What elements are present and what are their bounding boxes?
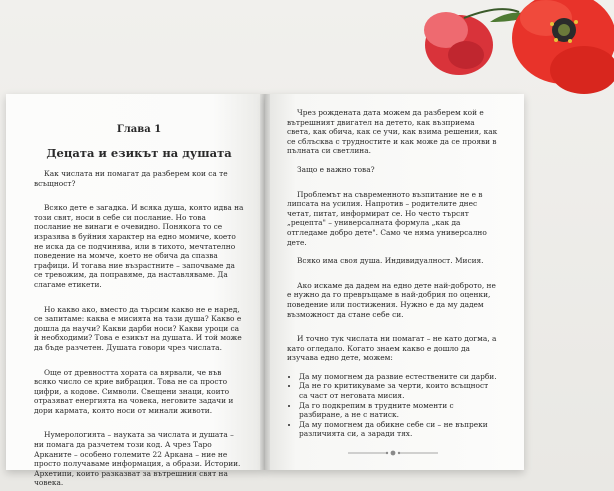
chapter-title: Децата и езикът на душата xyxy=(46,146,232,160)
right-page-content xyxy=(287,94,499,457)
poppy-main-flower xyxy=(512,0,614,94)
right-paragraph: Проблемът на съвременното възпитание не е в липсата на усилия. Напротив – родителите днес четат, питат, информират се. Но често търсят „рецепта" – универсалната формула „как да отгледаме добро дете". Само че няма универсално дете. xyxy=(287,189,487,247)
left-paragraph: Всяко дете е загадка. И всяка душа, която идва на този свят, носи в себе си послание. Но това послание не винаги е очевидно. Понякога то се изразява в буйния характер на едно момиче, което не иска да се подчинява, или в тихото, мечтателно поведение на момче, което не обича да спазва графици. И тогава ние възрастните – започваме да се тревожим, да поправяме, да наставляваме. Да слагаме етикети. xyxy=(34,203,244,289)
open-book xyxy=(6,94,524,488)
ornament-divider-icon xyxy=(348,449,438,457)
list-item: • Да му помогнем да развие естествените си дарби. xyxy=(299,372,499,382)
right-paragraph: Ако искаме да дадем на едно дете най-доброто, не е нужно да го превръщаме в най-добрия по оценки, поведение или постижения. Нужно е да му дадем възможност да стане себе си. xyxy=(287,280,496,319)
right-paragraph: Чрез рождената дата можем да разберем кой е вътрешният двигател на детето, как възприема света, как обича, как се учи, как взима решения, как се сблъсква с трудностите и как може да се прояви в пълната си светлина. xyxy=(287,108,498,156)
poppy-back-flower xyxy=(424,12,493,75)
left-page xyxy=(6,94,265,488)
right-paragraph: И точно тук числата ни помагат – не като догма, а като огледало. Когато знаем какво е дошло да изучава едно дете, можем: xyxy=(287,334,497,363)
bullet-list xyxy=(287,372,499,439)
left-paragraph: Как числата ни помагат да разберем кои са те всъщност? xyxy=(34,169,228,188)
right-subheading: Защо е важно това? xyxy=(297,164,375,174)
right-page xyxy=(265,94,524,470)
list-item: • Да го подкрепим в трудните моменти с разбиране, а не с натиск. xyxy=(299,401,499,420)
left-paragraph: Още от древността хората са вярвали, че във всяко число се крие вибрация. Това не са просто цифри, а кодове. Символи. Свещени знаци, които отразяват енергията на човека, неговите задачи и дори кармата, която носи от минали животи. xyxy=(34,367,234,415)
left-paragraph: Но какво ако, вместо да търсим какво не е наред, се запитаме: каква е мисията на тази душа? Какво е дошла да научи? Какви дарби носи? Какви уроци са ѝ необходими? Това е езикът на душата. И той може да бъде разчетен. Душата говори чрез числата. xyxy=(34,304,242,352)
left-paragraph: Нумерологията – науката за числата и душата – ни помага да разчетем този код. А чрез Таро Арканите – особено големите 22 Аркана – ние не просто получаваме информация, а образи. Истории. Архетипи, които разказват за вътрешния свят на човека. xyxy=(34,430,241,488)
chapter-heading: Глава 1 xyxy=(116,124,162,135)
left-page-content xyxy=(34,94,244,488)
list-item: • Да му помогнем да обикне себе си – не въпреки различията си, а заради тях. xyxy=(299,420,499,439)
right-paragraph: Всяко има своя душа. Индивидуалност. Мисия. xyxy=(297,256,484,266)
list-item: • Да не го критикуваме за черти, които всъщност са част от неговата мисия. xyxy=(299,381,499,400)
book-gutter xyxy=(260,94,270,470)
